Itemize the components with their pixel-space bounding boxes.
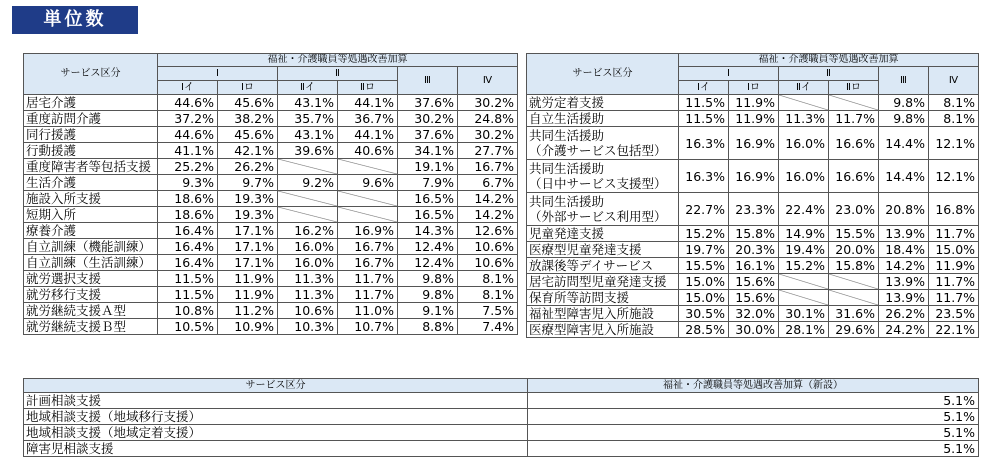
table-row bbox=[527, 226, 979, 242]
rate-cell: 19.3% bbox=[218, 191, 278, 207]
rate-cell: 16.9% bbox=[729, 160, 779, 193]
rate-cell: 20.3% bbox=[729, 242, 779, 258]
rate-cell: 14.3% bbox=[398, 223, 458, 239]
service-name-line: 重度障害者等包括支援 bbox=[26, 159, 152, 174]
service-name bbox=[527, 258, 679, 274]
rate-cell: 16.0% bbox=[278, 255, 338, 271]
rate-cell: 7.4% bbox=[458, 319, 518, 335]
table-row bbox=[24, 303, 518, 319]
not-applicable-cell bbox=[338, 159, 398, 175]
rate-cell: 18.4% bbox=[879, 242, 929, 258]
table-row bbox=[24, 143, 518, 159]
table-row bbox=[24, 409, 979, 425]
level-1-header: Ⅰ bbox=[679, 67, 779, 81]
rate-cell: 30.2% bbox=[458, 127, 518, 143]
table-row bbox=[24, 393, 979, 409]
rate-cell: 9.7% bbox=[218, 175, 278, 191]
rate-cell: 11.5% bbox=[158, 271, 218, 287]
rate-cell: 17.1% bbox=[218, 223, 278, 239]
table-row bbox=[24, 159, 518, 175]
service-name-line: 福祉型障害児入所施設 bbox=[529, 306, 655, 321]
rate-cell: 44.6% bbox=[158, 127, 218, 143]
rate-cell: 11.7% bbox=[829, 111, 879, 127]
rate-cell: 16.7% bbox=[338, 239, 398, 255]
not-applicable-cell bbox=[338, 191, 398, 207]
table-row bbox=[24, 175, 518, 191]
service-name: 地域相談支援（地域定着支援） bbox=[24, 425, 528, 441]
service-name-line: 就労移行支援 bbox=[26, 287, 102, 302]
table-row bbox=[24, 425, 979, 441]
not-applicable-cell bbox=[829, 290, 879, 306]
not-applicable-cell bbox=[779, 95, 829, 111]
level-2b-header: Ⅱロ bbox=[829, 81, 879, 95]
rate-cell: 10.5% bbox=[158, 319, 218, 335]
rate-cell: 30.2% bbox=[398, 111, 458, 127]
rate-cell: 8.1% bbox=[929, 95, 979, 111]
table-row bbox=[527, 160, 979, 193]
rate-cell: 14.2% bbox=[879, 258, 929, 274]
rate-cell: 11.9% bbox=[218, 287, 278, 303]
service-name bbox=[24, 127, 158, 143]
page-title: 単位数 bbox=[12, 6, 138, 34]
service-name bbox=[527, 306, 679, 322]
rate-cell: 12.4% bbox=[398, 239, 458, 255]
rate-cell: 25.2% bbox=[158, 159, 218, 175]
rate-cell: 16.9% bbox=[338, 223, 398, 239]
rate-cell: 9.8% bbox=[879, 111, 929, 127]
service-name-line: 共同生活援助 bbox=[529, 194, 605, 209]
service-name-line: 共同生活援助 bbox=[529, 161, 605, 176]
rate-cell: 6.7% bbox=[458, 175, 518, 191]
rate-cell: 16.6% bbox=[829, 160, 879, 193]
not-applicable-cell bbox=[278, 191, 338, 207]
rate-cell: 8.1% bbox=[458, 287, 518, 303]
rate-cell: 15.0% bbox=[929, 242, 979, 258]
rate-cell: 10.8% bbox=[158, 303, 218, 319]
rate-cell: 11.5% bbox=[158, 287, 218, 303]
rate-cell: 30.2% bbox=[458, 95, 518, 111]
service-name bbox=[527, 290, 679, 306]
rate-cell: 16.3% bbox=[679, 127, 729, 160]
level-1-header: Ⅰ bbox=[158, 67, 278, 81]
service-name bbox=[527, 95, 679, 111]
left-rate-table bbox=[23, 53, 518, 335]
new-addition-header: 福祉・介護職員等処遇改善加算（新設） bbox=[528, 379, 979, 393]
rate-cell: 20.8% bbox=[879, 193, 929, 226]
rate-cell: 15.2% bbox=[679, 226, 729, 242]
rate-cell: 30.1% bbox=[779, 306, 829, 322]
rate-cell: 11.7% bbox=[338, 287, 398, 303]
rate-cell: 9.6% bbox=[338, 175, 398, 191]
rate-cell: 15.5% bbox=[679, 258, 729, 274]
service-name-line: 医療型障害児入所施設 bbox=[529, 322, 655, 337]
level-3-header: Ⅲ bbox=[879, 67, 929, 95]
rate-cell: 7.5% bbox=[458, 303, 518, 319]
rate-cell: 32.0% bbox=[729, 306, 779, 322]
rate-cell: 8.1% bbox=[458, 271, 518, 287]
rate-cell: 14.2% bbox=[458, 191, 518, 207]
rate-cell: 9.1% bbox=[398, 303, 458, 319]
rate-cell: 10.6% bbox=[458, 255, 518, 271]
rate-cell: 15.8% bbox=[729, 226, 779, 242]
not-applicable-cell bbox=[829, 274, 879, 290]
rate-cell: 10.6% bbox=[458, 239, 518, 255]
rate-cell: 15.8% bbox=[829, 258, 879, 274]
rate-cell: 37.6% bbox=[398, 127, 458, 143]
service-name bbox=[24, 319, 158, 335]
rate-cell: 17.1% bbox=[218, 255, 278, 271]
rate-cell: 19.1% bbox=[398, 159, 458, 175]
service-name-line: 居宅訪問型児童発達支援 bbox=[529, 274, 667, 289]
rate-cell: 16.4% bbox=[158, 255, 218, 271]
rate-cell: 9.8% bbox=[398, 287, 458, 303]
rate-cell: 9.8% bbox=[398, 271, 458, 287]
service-name-subline: （外部サービス利用型） bbox=[529, 209, 667, 224]
rate-cell: 9.8% bbox=[879, 95, 929, 111]
rate-cell: 18.6% bbox=[158, 191, 218, 207]
rate-cell: 40.6% bbox=[338, 143, 398, 159]
rate-cell: 38.2% bbox=[218, 111, 278, 127]
rate-cell: 22.7% bbox=[679, 193, 729, 226]
rate-cell: 8.8% bbox=[398, 319, 458, 335]
service-name bbox=[24, 111, 158, 127]
level-1b-header: Ⅰロ bbox=[218, 81, 278, 95]
service-name bbox=[24, 95, 158, 111]
rate-cell: 12.4% bbox=[398, 255, 458, 271]
rate-cell: 15.2% bbox=[779, 258, 829, 274]
rate-cell: 15.5% bbox=[829, 226, 879, 242]
rate-cell: 30.5% bbox=[679, 306, 729, 322]
service-category-header: サービス区分 bbox=[527, 54, 679, 95]
rate-cell: 19.4% bbox=[779, 242, 829, 258]
rate-cell: 37.2% bbox=[158, 111, 218, 127]
service-name-subline: （介護サービス包括型） bbox=[529, 143, 667, 158]
rate-cell: 16.7% bbox=[458, 159, 518, 175]
rate-cell: 23.5% bbox=[929, 306, 979, 322]
rate-cell: 13.9% bbox=[879, 274, 929, 290]
service-name-line: 自立生活援助 bbox=[529, 111, 605, 126]
service-name bbox=[24, 223, 158, 239]
service-name bbox=[24, 287, 158, 303]
table-row bbox=[527, 290, 979, 306]
rate-cell: 14.4% bbox=[879, 127, 929, 160]
level-2b-header: Ⅱロ bbox=[338, 81, 398, 95]
not-applicable-cell bbox=[779, 274, 829, 290]
rate-cell: 12.1% bbox=[929, 160, 979, 193]
rate-cell: 27.7% bbox=[458, 143, 518, 159]
rate-cell: 23.3% bbox=[729, 193, 779, 226]
service-name bbox=[24, 143, 158, 159]
service-name-line: 就労継続支援Ａ型 bbox=[26, 303, 127, 318]
service-name-line: 生活介護 bbox=[26, 175, 77, 190]
table-row bbox=[24, 271, 518, 287]
rate-cell: 22.4% bbox=[779, 193, 829, 226]
rate-cell: 16.0% bbox=[779, 127, 829, 160]
service-name-line: 自立訓練（機能訓練） bbox=[26, 239, 152, 254]
rate-cell: 39.6% bbox=[278, 143, 338, 159]
rate-cell: 20.0% bbox=[829, 242, 879, 258]
rate-cell: 18.6% bbox=[158, 207, 218, 223]
rate-cell: 23.0% bbox=[829, 193, 879, 226]
level-2a-header: Ⅱイ bbox=[779, 81, 829, 95]
service-name bbox=[24, 207, 158, 223]
service-name bbox=[24, 175, 158, 191]
rate-cell: 16.5% bbox=[398, 207, 458, 223]
service-name-line: 居宅介護 bbox=[26, 95, 77, 110]
rate-cell: 11.2% bbox=[218, 303, 278, 319]
rate-cell: 8.1% bbox=[929, 111, 979, 127]
table-row bbox=[527, 258, 979, 274]
table-row bbox=[527, 322, 979, 338]
rate-cell: 9.3% bbox=[158, 175, 218, 191]
rate-cell: 10.6% bbox=[278, 303, 338, 319]
rate-cell: 43.1% bbox=[278, 95, 338, 111]
rate-cell: 5.1% bbox=[528, 393, 979, 409]
service-name bbox=[24, 159, 158, 175]
rate-cell: 15.0% bbox=[679, 274, 729, 290]
service-name-line: 施設入所支援 bbox=[26, 191, 102, 206]
level-4-header: Ⅳ bbox=[929, 67, 979, 95]
rate-cell: 5.1% bbox=[528, 441, 979, 457]
service-name: 計画相談支援 bbox=[24, 393, 528, 409]
rate-cell: 11.3% bbox=[779, 111, 829, 127]
rate-cell: 11.5% bbox=[679, 95, 729, 111]
service-category-header: サービス区分 bbox=[24, 54, 158, 95]
table-row bbox=[24, 441, 979, 457]
rate-cell: 16.8% bbox=[929, 193, 979, 226]
rate-cell: 13.9% bbox=[879, 290, 929, 306]
right-rate-table bbox=[526, 53, 979, 338]
service-name-line: 自立訓練（生活訓練） bbox=[26, 255, 152, 270]
rate-cell: 11.9% bbox=[929, 258, 979, 274]
rate-cell: 16.9% bbox=[729, 127, 779, 160]
rate-cell: 16.1% bbox=[729, 258, 779, 274]
improvement-addition-header: 福祉・介護職員等処遇改善加算 bbox=[158, 54, 518, 67]
rate-cell: 29.6% bbox=[829, 322, 879, 338]
rate-cell: 36.7% bbox=[338, 111, 398, 127]
level-3-header: Ⅲ bbox=[398, 67, 458, 95]
rate-cell: 11.9% bbox=[218, 271, 278, 287]
table-row bbox=[527, 127, 979, 160]
service-name bbox=[527, 160, 679, 193]
rate-cell: 45.6% bbox=[218, 95, 278, 111]
table-row bbox=[24, 207, 518, 223]
rate-cell: 5.1% bbox=[528, 409, 979, 425]
rate-cell: 10.9% bbox=[218, 319, 278, 335]
table-row bbox=[24, 255, 518, 271]
rate-cell: 19.7% bbox=[679, 242, 729, 258]
table-row bbox=[24, 111, 518, 127]
rate-cell: 7.9% bbox=[398, 175, 458, 191]
level-1a-header: Ⅰイ bbox=[679, 81, 729, 95]
service-name-line: 重度訪問介護 bbox=[26, 111, 102, 126]
table-row bbox=[24, 223, 518, 239]
service-name-line: 同行援護 bbox=[26, 127, 77, 142]
service-name-line: 保育所等訪問支援 bbox=[529, 290, 630, 305]
rate-cell: 10.3% bbox=[278, 319, 338, 335]
rate-cell: 43.1% bbox=[278, 127, 338, 143]
service-name bbox=[527, 226, 679, 242]
rate-cell: 12.6% bbox=[458, 223, 518, 239]
service-name bbox=[527, 127, 679, 160]
rate-cell: 9.2% bbox=[278, 175, 338, 191]
not-applicable-cell bbox=[338, 207, 398, 223]
rate-cell: 41.1% bbox=[158, 143, 218, 159]
rate-cell: 34.1% bbox=[398, 143, 458, 159]
rate-cell: 19.3% bbox=[218, 207, 278, 223]
service-name bbox=[527, 274, 679, 290]
table-row bbox=[24, 95, 518, 111]
rate-cell: 11.3% bbox=[278, 287, 338, 303]
service-name: 障害児相談支援 bbox=[24, 441, 528, 457]
rate-cell: 15.6% bbox=[729, 290, 779, 306]
rate-cell: 26.2% bbox=[218, 159, 278, 175]
not-applicable-cell bbox=[278, 207, 338, 223]
rate-cell: 35.7% bbox=[278, 111, 338, 127]
rate-cell: 11.7% bbox=[338, 271, 398, 287]
rate-cell: 22.1% bbox=[929, 322, 979, 338]
rate-cell: 28.5% bbox=[679, 322, 729, 338]
table-row bbox=[527, 242, 979, 258]
service-name-line: 共同生活援助 bbox=[529, 128, 605, 143]
service-name-line: 医療型児童発達支援 bbox=[529, 242, 642, 257]
service-name-line: 放課後等デイサービス bbox=[529, 258, 654, 273]
level-2-header: Ⅱ bbox=[278, 67, 398, 81]
rate-cell: 16.3% bbox=[679, 160, 729, 193]
rate-cell: 11.3% bbox=[278, 271, 338, 287]
rate-cell: 31.6% bbox=[829, 306, 879, 322]
table-row bbox=[527, 274, 979, 290]
table-row bbox=[24, 127, 518, 143]
rate-cell: 10.7% bbox=[338, 319, 398, 335]
rate-cell: 11.0% bbox=[338, 303, 398, 319]
service-name: 地域相談支援（地域移行支援） bbox=[24, 409, 528, 425]
rate-cell: 11.7% bbox=[929, 290, 979, 306]
rate-cell: 16.6% bbox=[829, 127, 879, 160]
rate-cell: 24.2% bbox=[879, 322, 929, 338]
rate-cell: 14.2% bbox=[458, 207, 518, 223]
rate-cell: 44.1% bbox=[338, 127, 398, 143]
rate-cell: 45.6% bbox=[218, 127, 278, 143]
service-name bbox=[527, 322, 679, 338]
service-name-line: 就労選択支援 bbox=[26, 271, 102, 286]
service-name-line: 行動援護 bbox=[26, 143, 77, 158]
table-row bbox=[24, 319, 518, 335]
level-2-header: Ⅱ bbox=[779, 67, 879, 81]
table-row bbox=[527, 111, 979, 127]
service-name-line: 療養介護 bbox=[26, 223, 77, 238]
rate-cell: 16.7% bbox=[338, 255, 398, 271]
rate-cell: 11.5% bbox=[679, 111, 729, 127]
rate-cell: 28.1% bbox=[779, 322, 829, 338]
rate-cell: 5.1% bbox=[528, 425, 979, 441]
service-name-line: 短期入所 bbox=[26, 207, 77, 222]
rate-cell: 13.9% bbox=[879, 226, 929, 242]
improvement-addition-header: 福祉・介護職員等処遇改善加算 bbox=[679, 54, 979, 67]
rate-cell: 14.9% bbox=[779, 226, 829, 242]
service-name bbox=[527, 242, 679, 258]
consultation-rate-table bbox=[23, 378, 979, 457]
table-row bbox=[527, 95, 979, 111]
level-1b-header: Ⅰロ bbox=[729, 81, 779, 95]
rate-cell: 30.0% bbox=[729, 322, 779, 338]
table-row bbox=[24, 191, 518, 207]
rate-cell: 16.0% bbox=[278, 239, 338, 255]
rate-cell: 37.6% bbox=[398, 95, 458, 111]
service-name-line: 児童発達支援 bbox=[529, 226, 605, 241]
rate-cell: 17.1% bbox=[218, 239, 278, 255]
rate-cell: 24.8% bbox=[458, 111, 518, 127]
service-name bbox=[24, 191, 158, 207]
rate-cell: 15.6% bbox=[729, 274, 779, 290]
rate-cell: 11.9% bbox=[729, 95, 779, 111]
rate-cell: 42.1% bbox=[218, 143, 278, 159]
rate-cell: 11.9% bbox=[729, 111, 779, 127]
service-name-line: 就労定着支援 bbox=[529, 95, 605, 110]
rate-cell: 44.1% bbox=[338, 95, 398, 111]
service-name bbox=[527, 111, 679, 127]
table-row bbox=[24, 287, 518, 303]
rate-cell: 16.5% bbox=[398, 191, 458, 207]
rate-cell: 15.0% bbox=[679, 290, 729, 306]
not-applicable-cell bbox=[278, 159, 338, 175]
rate-cell: 12.1% bbox=[929, 127, 979, 160]
not-applicable-cell bbox=[779, 290, 829, 306]
table-row bbox=[24, 239, 518, 255]
rate-cell: 44.6% bbox=[158, 95, 218, 111]
service-category-header: サービス区分 bbox=[24, 379, 528, 393]
rate-cell: 16.4% bbox=[158, 239, 218, 255]
table-row bbox=[527, 193, 979, 226]
rate-cell: 11.7% bbox=[929, 274, 979, 290]
level-4-header: Ⅳ bbox=[458, 67, 518, 95]
service-name bbox=[24, 271, 158, 287]
not-applicable-cell bbox=[829, 95, 879, 111]
service-name-subline: （日中サービス支援型） bbox=[529, 176, 667, 191]
service-name-line: 就労継続支援Ｂ型 bbox=[26, 319, 127, 334]
rate-cell: 14.4% bbox=[879, 160, 929, 193]
rate-cell: 11.7% bbox=[929, 226, 979, 242]
rate-cell: 16.0% bbox=[779, 160, 829, 193]
rate-cell: 16.4% bbox=[158, 223, 218, 239]
service-name bbox=[24, 303, 158, 319]
level-1a-header: Ⅰイ bbox=[158, 81, 218, 95]
service-name bbox=[527, 193, 679, 226]
table-row bbox=[527, 306, 979, 322]
level-2a-header: Ⅱイ bbox=[278, 81, 338, 95]
rate-cell: 26.2% bbox=[879, 306, 929, 322]
rate-cell: 16.2% bbox=[278, 223, 338, 239]
service-name bbox=[24, 255, 158, 271]
service-name bbox=[24, 239, 158, 255]
